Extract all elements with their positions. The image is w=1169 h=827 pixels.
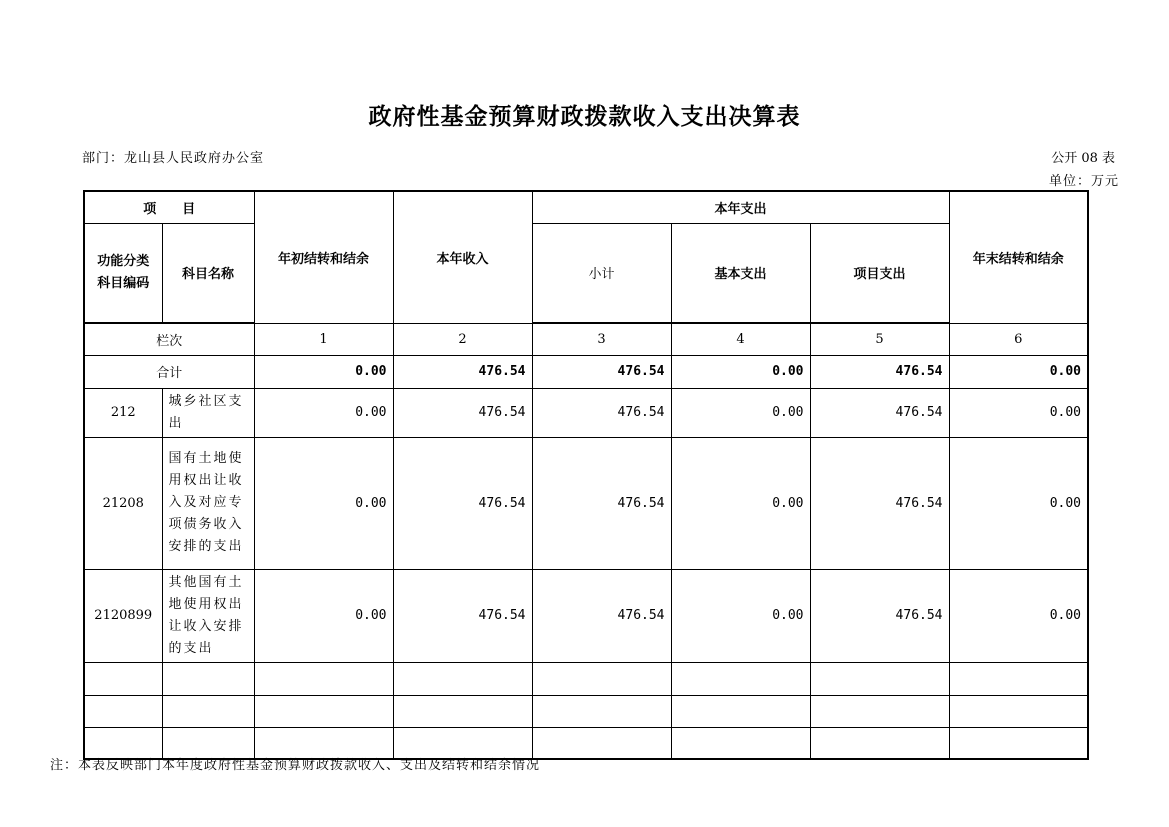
page-title: 政府性基金预算财政拨款收入支出决算表 [368,104,801,130]
row-closing: 0.00 [949,569,1088,662]
table-row [84,388,1088,437]
total-income: 476.54 [393,355,532,388]
row-subtotal: 476.54 [532,388,671,437]
row-code: 21208 [84,437,162,569]
header-current-expense: 本年支出 [532,191,949,223]
column-index-6: 6 [949,323,1088,355]
row-opening: 0.00 [254,569,393,662]
column-index-4: 4 [671,323,810,355]
header-basic-expense: 基本支出 [671,223,810,323]
row-name: 其他国有土地使用权出让收入安排的支出 [162,569,254,662]
column-index-label: 栏次 [84,323,254,355]
row-opening: 0.00 [254,388,393,437]
total-basic: 0.00 [671,355,810,388]
header-project-expense: 项目支出 [810,223,949,323]
budget-table [83,190,1089,760]
row-basic: 0.00 [671,569,810,662]
header-current-income: 本年收入 [393,191,532,323]
row-income: 476.54 [393,569,532,662]
unit-label: 单位：万元 [1048,174,1119,189]
row-project: 476.54 [810,437,949,569]
total-project: 476.54 [810,355,949,388]
footnote: 注：本表反映部门本年度政府性基金预算财政拨款收入、支出及结转和结余情况 [50,758,541,773]
header-opening-balance: 年初结转和结余 [254,191,393,323]
row-opening: 0.00 [254,437,393,569]
row-name: 城乡社区支出 [162,388,254,437]
form-number: 公开 08 表 [1051,151,1115,166]
header-func-code [84,223,162,323]
column-index-5: 5 [810,323,949,355]
empty-row [84,662,1088,695]
row-project: 476.54 [810,388,949,437]
row-income: 476.54 [393,388,532,437]
table-row [84,569,1088,662]
column-index-2: 2 [393,323,532,355]
row-code: 212 [84,388,162,437]
header-func-code-line2: 科目编码 [97,275,150,291]
header-subtotal: 小计 [532,223,671,323]
total-opening: 0.00 [254,355,393,388]
row-code: 2120899 [84,569,162,662]
total-label: 合计 [84,355,254,388]
empty-row [84,695,1088,727]
column-index-3: 3 [532,323,671,355]
row-name: 国有土地使用权出让收入及对应专项债务收入安排的支出 [162,437,254,569]
header-func-code-line1: 功能分类 [97,253,150,269]
row-basic: 0.00 [671,437,810,569]
row-subtotal: 476.54 [532,437,671,569]
header-project: 项 目 [84,191,254,223]
row-subtotal: 476.54 [532,569,671,662]
row-closing: 0.00 [949,388,1088,437]
total-row [84,355,1088,388]
department-label: 部门：龙山县人民政府办公室 [82,151,265,166]
row-project: 476.54 [810,569,949,662]
row-closing: 0.00 [949,437,1088,569]
total-subtotal: 476.54 [532,355,671,388]
table-row [84,437,1088,569]
column-index-1: 1 [254,323,393,355]
row-income: 476.54 [393,437,532,569]
header-subject-name: 科目名称 [162,223,254,323]
header-closing-balance: 年末结转和结余 [949,191,1088,323]
row-basic: 0.00 [671,388,810,437]
total-closing: 0.00 [949,355,1088,388]
